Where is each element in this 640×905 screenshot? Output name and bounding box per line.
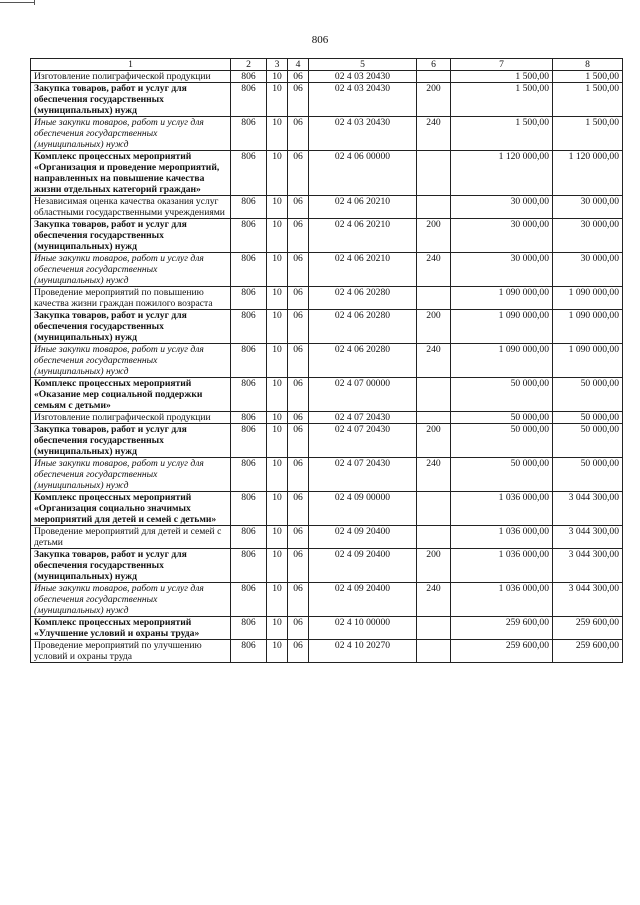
row-ved-cell: 806 (231, 526, 267, 549)
row-amount-cell: 30 000,00 (451, 196, 553, 219)
row-amount-cell: 30 000,00 (553, 196, 623, 219)
row-amount-cell: 50 000,00 (451, 424, 553, 458)
row-subsection-cell: 06 (288, 151, 309, 196)
row-amount-cell: 1 036 000,00 (451, 583, 553, 617)
row-target-article-cell: 02 4 06 20210 (309, 196, 417, 219)
table-row (31, 583, 623, 617)
row-expense-type-cell: 200 (417, 310, 451, 344)
table-row (31, 640, 623, 663)
row-amount-cell: 3 044 300,00 (553, 526, 623, 549)
row-amount-cell: 1 036 000,00 (451, 549, 553, 583)
row-subsection-cell: 06 (288, 583, 309, 617)
row-target-article-cell: 02 4 06 20280 (309, 287, 417, 310)
row-expense-type-cell (417, 196, 451, 219)
table-row (31, 617, 623, 640)
row-subsection-cell: 06 (288, 287, 309, 310)
row-section-cell: 10 (267, 617, 288, 640)
row-amount-cell: 1 500,00 (553, 117, 623, 151)
row-name-cell: Независимая оценка качества оказания услуг областными государственными учреждениями (31, 196, 231, 219)
row-name-cell: Иные закупки товаров, работ и услуг для обеспечения государственных (муниципальных) нужд (31, 583, 231, 617)
row-section-cell: 10 (267, 526, 288, 549)
row-expense-type-cell (417, 526, 451, 549)
column-header: 7 (451, 59, 553, 71)
row-amount-cell: 50 000,00 (451, 378, 553, 412)
table-row (31, 219, 623, 253)
row-ved-cell: 806 (231, 253, 267, 287)
row-section-cell: 10 (267, 117, 288, 151)
row-target-article-cell: 02 4 10 00000 (309, 617, 417, 640)
row-name-cell: Изготовление полиграфической продукции (31, 71, 231, 83)
row-amount-cell: 1 090 000,00 (451, 310, 553, 344)
row-amount-cell: 50 000,00 (451, 412, 553, 424)
row-expense-type-cell (417, 640, 451, 663)
column-header: 6 (417, 59, 451, 71)
row-target-article-cell: 02 4 06 00000 (309, 151, 417, 196)
table-row (31, 117, 623, 151)
row-ved-cell: 806 (231, 83, 267, 117)
table-row (31, 253, 623, 287)
row-section-cell: 10 (267, 151, 288, 196)
row-subsection-cell: 06 (288, 424, 309, 458)
table-row (31, 526, 623, 549)
row-expense-type-cell: 240 (417, 458, 451, 492)
row-amount-cell: 259 600,00 (553, 617, 623, 640)
row-amount-cell: 259 600,00 (451, 640, 553, 663)
column-header: 1 (31, 59, 231, 71)
row-section-cell: 10 (267, 492, 288, 526)
table-row (31, 412, 623, 424)
row-target-article-cell: 02 4 06 20280 (309, 344, 417, 378)
table-row (31, 310, 623, 344)
row-section-cell: 10 (267, 640, 288, 663)
column-header: 8 (553, 59, 623, 71)
row-target-article-cell: 02 4 07 00000 (309, 378, 417, 412)
row-expense-type-cell (417, 71, 451, 83)
row-ved-cell: 806 (231, 549, 267, 583)
row-amount-cell: 50 000,00 (451, 458, 553, 492)
row-name-cell: Иные закупки товаров, работ и услуг для обеспечения государственных (муниципальных) нужд (31, 344, 231, 378)
row-ved-cell: 806 (231, 71, 267, 83)
row-name-cell: Закупка товаров, работ и услуг для обеспечения государственных (муниципальных) нужд (31, 424, 231, 458)
table-row (31, 492, 623, 526)
row-amount-cell: 1 500,00 (553, 71, 623, 83)
row-target-article-cell: 02 4 03 20430 (309, 117, 417, 151)
row-amount-cell: 1 500,00 (451, 83, 553, 117)
column-header: 2 (231, 59, 267, 71)
row-name-cell: Комплекс процессных мероприятий «Организация и проведение мероприятий, направленных на повышение качества жизни отдельных категорий граждан» (31, 151, 231, 196)
row-subsection-cell: 06 (288, 378, 309, 412)
row-subsection-cell: 06 (288, 617, 309, 640)
row-section-cell: 10 (267, 424, 288, 458)
row-subsection-cell: 06 (288, 83, 309, 117)
row-target-article-cell: 02 4 03 20430 (309, 71, 417, 83)
row-ved-cell: 806 (231, 287, 267, 310)
row-amount-cell: 259 600,00 (451, 617, 553, 640)
table-row (31, 83, 623, 117)
row-ved-cell: 806 (231, 196, 267, 219)
row-subsection-cell: 06 (288, 344, 309, 378)
row-expense-type-cell (417, 378, 451, 412)
table-row (31, 287, 623, 310)
row-expense-type-cell (417, 492, 451, 526)
row-section-cell: 10 (267, 344, 288, 378)
row-subsection-cell: 06 (288, 117, 309, 151)
column-header: 4 (288, 59, 309, 71)
table-row (31, 196, 623, 219)
row-target-article-cell: 02 4 10 20270 (309, 640, 417, 663)
row-section-cell: 10 (267, 219, 288, 253)
row-name-cell: Закупка товаров, работ и услуг для обеспечения государственных (муниципальных) нужд (31, 219, 231, 253)
row-subsection-cell: 06 (288, 526, 309, 549)
row-ved-cell: 806 (231, 378, 267, 412)
row-subsection-cell: 06 (288, 640, 309, 663)
row-name-cell: Проведение мероприятий по улучшению условий и охраны труда (31, 640, 231, 663)
row-target-article-cell: 02 4 07 20430 (309, 424, 417, 458)
row-ved-cell: 806 (231, 344, 267, 378)
row-section-cell: 10 (267, 583, 288, 617)
column-header: 5 (309, 59, 417, 71)
row-expense-type-cell: 200 (417, 219, 451, 253)
row-name-cell: Комплекс процессных мероприятий «Организация социально значимых мероприятий для детей и семей с детьми» (31, 492, 231, 526)
row-subsection-cell: 06 (288, 492, 309, 526)
row-expense-type-cell: 240 (417, 117, 451, 151)
row-name-cell: Комплекс процессных мероприятий «Оказание мер социальной поддержки семьям с детьми» (31, 378, 231, 412)
row-ved-cell: 806 (231, 424, 267, 458)
row-amount-cell: 30 000,00 (553, 219, 623, 253)
row-name-cell: Проведение мероприятий для детей и семей с детьми (31, 526, 231, 549)
row-section-cell: 10 (267, 412, 288, 424)
row-name-cell: Закупка товаров, работ и услуг для обеспечения государственных (муниципальных) нужд (31, 549, 231, 583)
row-section-cell: 10 (267, 196, 288, 219)
row-section-cell: 10 (267, 458, 288, 492)
row-amount-cell: 1 120 000,00 (451, 151, 553, 196)
row-amount-cell: 1 090 000,00 (451, 287, 553, 310)
row-ved-cell: 806 (231, 458, 267, 492)
table-row (31, 424, 623, 458)
table-row (31, 458, 623, 492)
row-amount-cell: 50 000,00 (553, 378, 623, 412)
row-name-cell: Комплекс процессных мероприятий «Улучшение условий и охраны труда» (31, 617, 231, 640)
row-expense-type-cell: 200 (417, 549, 451, 583)
row-subsection-cell: 06 (288, 549, 309, 583)
row-target-article-cell: 02 4 09 20400 (309, 549, 417, 583)
row-ved-cell: 806 (231, 412, 267, 424)
table-row (31, 151, 623, 196)
row-ved-cell: 806 (231, 310, 267, 344)
row-amount-cell: 30 000,00 (451, 253, 553, 287)
row-name-cell: Изготовление полиграфической продукции (31, 412, 231, 424)
row-ved-cell: 806 (231, 617, 267, 640)
row-expense-type-cell: 240 (417, 344, 451, 378)
row-amount-cell: 50 000,00 (553, 412, 623, 424)
row-expense-type-cell (417, 617, 451, 640)
row-amount-cell: 1 120 000,00 (553, 151, 623, 196)
row-expense-type-cell: 240 (417, 253, 451, 287)
row-target-article-cell: 02 4 06 20210 (309, 253, 417, 287)
row-section-cell: 10 (267, 71, 288, 83)
row-ved-cell: 806 (231, 640, 267, 663)
row-amount-cell: 3 044 300,00 (553, 492, 623, 526)
row-section-cell: 10 (267, 287, 288, 310)
row-subsection-cell: 06 (288, 412, 309, 424)
row-target-article-cell: 02 4 06 20280 (309, 310, 417, 344)
row-subsection-cell: 06 (288, 458, 309, 492)
budget-table (30, 58, 623, 663)
row-amount-cell: 1 500,00 (451, 71, 553, 83)
row-ved-cell: 806 (231, 583, 267, 617)
row-target-article-cell: 02 4 09 20400 (309, 583, 417, 617)
row-amount-cell: 1 036 000,00 (451, 492, 553, 526)
row-expense-type-cell: 200 (417, 83, 451, 117)
table-row (31, 344, 623, 378)
row-amount-cell: 1 500,00 (451, 117, 553, 151)
row-amount-cell: 1 090 000,00 (451, 344, 553, 378)
row-target-article-cell: 02 4 06 20210 (309, 219, 417, 253)
page-number: 806 (311, 34, 329, 46)
column-header: 3 (267, 59, 288, 71)
row-amount-cell: 1 090 000,00 (553, 310, 623, 344)
row-amount-cell: 1 036 000,00 (451, 526, 553, 549)
table-body (31, 71, 623, 663)
table-row (31, 549, 623, 583)
row-amount-cell: 259 600,00 (553, 640, 623, 663)
row-target-article-cell: 02 4 07 20430 (309, 412, 417, 424)
row-target-article-cell: 02 4 07 20430 (309, 458, 417, 492)
row-section-cell: 10 (267, 549, 288, 583)
row-subsection-cell: 06 (288, 253, 309, 287)
row-subsection-cell: 06 (288, 71, 309, 83)
row-target-article-cell: 02 4 09 00000 (309, 492, 417, 526)
row-section-cell: 10 (267, 310, 288, 344)
row-name-cell: Иные закупки товаров, работ и услуг для обеспечения государственных (муниципальных) нужд (31, 117, 231, 151)
row-subsection-cell: 06 (288, 219, 309, 253)
scan-mark (34, 0, 35, 5)
row-name-cell: Иные закупки товаров, работ и услуг для обеспечения государственных (муниципальных) нужд (31, 458, 231, 492)
row-section-cell: 10 (267, 378, 288, 412)
row-ved-cell: 806 (231, 492, 267, 526)
row-amount-cell: 3 044 300,00 (553, 549, 623, 583)
row-name-cell: Иные закупки товаров, работ и услуг для обеспечения государственных (муниципальных) нужд (31, 253, 231, 287)
row-expense-type-cell (417, 412, 451, 424)
row-name-cell: Закупка товаров, работ и услуг для обеспечения государственных (муниципальных) нужд (31, 310, 231, 344)
table-row (31, 71, 623, 83)
row-name-cell: Проведение мероприятий по повышению качества жизни граждан пожилого возраста (31, 287, 231, 310)
row-ved-cell: 806 (231, 117, 267, 151)
row-amount-cell: 30 000,00 (451, 219, 553, 253)
row-amount-cell: 1 090 000,00 (553, 344, 623, 378)
table-header-row (31, 59, 623, 71)
row-amount-cell: 50 000,00 (553, 458, 623, 492)
row-expense-type-cell: 240 (417, 583, 451, 617)
row-amount-cell: 50 000,00 (553, 424, 623, 458)
row-target-article-cell: 02 4 03 20430 (309, 83, 417, 117)
scan-mark (0, 2, 34, 3)
row-expense-type-cell (417, 287, 451, 310)
row-amount-cell: 1 090 000,00 (553, 287, 623, 310)
row-expense-type-cell: 200 (417, 424, 451, 458)
table-row (31, 378, 623, 412)
row-target-article-cell: 02 4 09 20400 (309, 526, 417, 549)
row-section-cell: 10 (267, 253, 288, 287)
row-amount-cell: 3 044 300,00 (553, 583, 623, 617)
row-ved-cell: 806 (231, 151, 267, 196)
row-section-cell: 10 (267, 83, 288, 117)
row-ved-cell: 806 (231, 219, 267, 253)
row-expense-type-cell (417, 151, 451, 196)
row-name-cell: Закупка товаров, работ и услуг для обеспечения государственных (муниципальных) нужд (31, 83, 231, 117)
row-subsection-cell: 06 (288, 310, 309, 344)
row-amount-cell: 30 000,00 (553, 253, 623, 287)
row-subsection-cell: 06 (288, 196, 309, 219)
row-amount-cell: 1 500,00 (553, 83, 623, 117)
